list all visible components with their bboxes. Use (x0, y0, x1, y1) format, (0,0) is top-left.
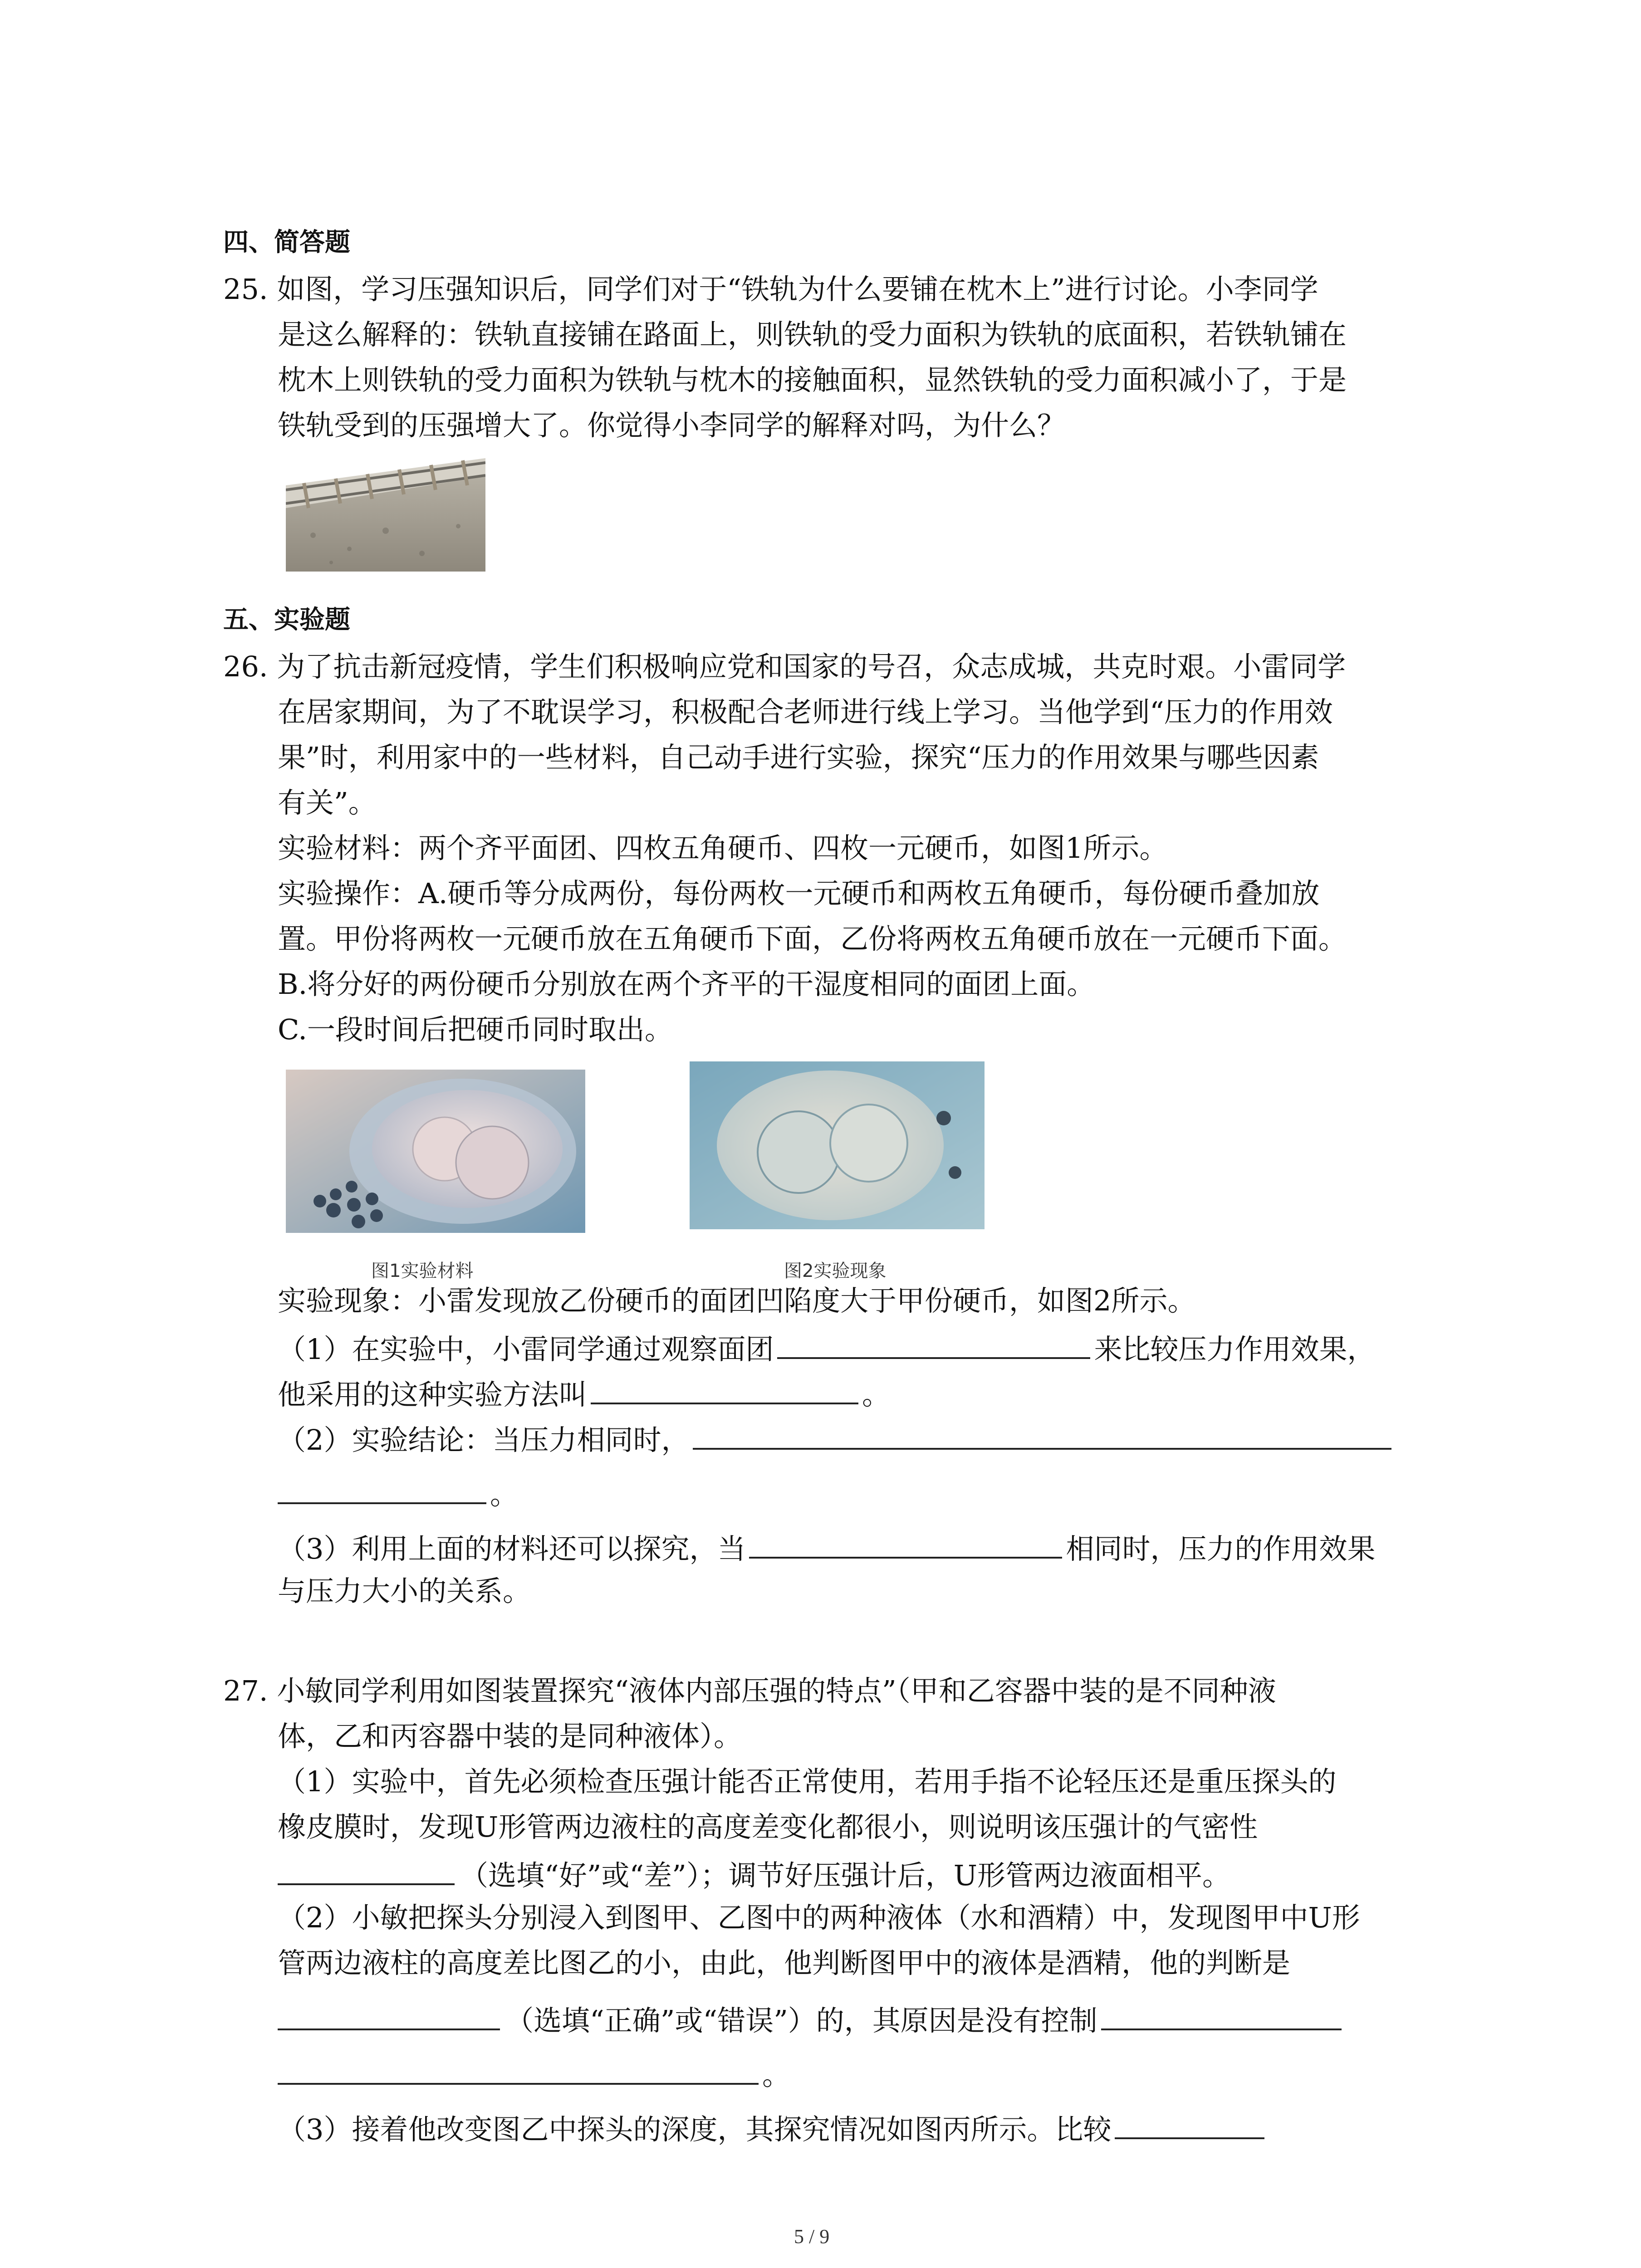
q27-line-1: 27. 小敏同学利用如图装置探究“液体内部压强的特点”（甲和乙容器中装的是不同种液 (223, 1674, 1276, 1707)
q27-part1-line3 (278, 1854, 1230, 1894)
q27-part3-line1 (278, 2108, 1264, 2148)
q27-blank-airtightness[interactable] (278, 1854, 455, 1885)
q27-part3-text: （3）接着他改变图乙中探头的深度，其探究情况如图丙所示。比较 (278, 2113, 1112, 2146)
q26-line-4: 有关”。 (278, 786, 377, 819)
q26-part2-text-b: 。 (490, 1478, 519, 1511)
q26-line-1: 26. 为了抗击新冠疫情，学生们积极响应党和国家的号召，众志成城，共克时艰。小雷同学 (223, 650, 1346, 683)
q26-blank-observation[interactable] (777, 1328, 1090, 1359)
q26-part3-text-a: （3）利用上面的材料还可以探究，当 (278, 1532, 746, 1565)
q25-line-2: 是这么解释的：铁轨直接铺在路面上，则铁轨的受力面积为铁轨的底面积，若铁轨铺在 (278, 318, 1347, 351)
q26-part1-line2 (278, 1374, 890, 1413)
q27-part1-tail: （选填“好”或“差”）；调节好压强计后，U形管两边液面相平。 (460, 1859, 1231, 1892)
q26-operation-2: 置。甲份将两枚一元硬币放在五角硬币下面，乙份将两枚五角硬币放在一元硬币下面。 (278, 922, 1347, 955)
q26-line-2: 在居家期间，为了不耽误学习，积极配合老师进行线上学习。当他学到“压力的作用效 (278, 695, 1333, 728)
q27-part2-tail: （选填“正确”或“错误”）的，其原因是没有控制 (505, 2004, 1097, 2037)
q25-line-4: 铁轨受到的压强增大了。你觉得小李同学的解释对吗，为什么？ (278, 409, 1066, 442)
page-number: 5 / 9 (794, 2225, 830, 2248)
figure-1-materials (286, 1070, 585, 1233)
q27-blank-compare[interactable] (1115, 2108, 1264, 2139)
q27-part1-line1: （1）实验中，首先必须检查压强计能否正常使用，若用手指不论轻压还是重压探头的 (278, 1765, 1337, 1798)
q26-part2-line2 (278, 1473, 518, 1513)
q26-operation-3: B.将分好的两份硬币分别放在两个齐平的干湿度相同的面团上面。 (278, 968, 1095, 1001)
q26-blank-conclusion-cont[interactable] (278, 1473, 486, 1504)
q26-part1-text-b: 来比较压力作用效果， (1094, 1333, 1376, 1366)
q27-part2-line3 (278, 1999, 1342, 2039)
q26-operation-1: 实验操作：A.硬币等分成两份，每份两枚一元硬币和两枚五角硬币，每份硬币叠加放 (278, 877, 1320, 910)
q26-blank-method[interactable] (591, 1374, 858, 1404)
q27-blank-judgement[interactable] (278, 1999, 500, 2030)
q27-part1-line2: 橡皮膜时，发现U形管两边液柱的高度差变化都很小，则说明该压强计的气密性 (278, 1810, 1258, 1843)
figure-1-caption: 图1实验材料 (371, 1261, 474, 1281)
q26-part3-line1 (278, 1528, 1375, 1567)
q26-blank-conclusion[interactable] (693, 1419, 1391, 1450)
q27-part2-line1: （2）小敏把探头分别浸入到图甲、乙图中的两种液体（水和酒精）中，发现图甲中U形 (278, 1901, 1360, 1934)
section-title-short-answer: 四、简答题 (223, 228, 350, 257)
figure-2-phenomenon (690, 1061, 985, 1229)
q26-part1-text-a: （1）在实验中，小雷同学通过观察面团 (278, 1333, 774, 1366)
q27-part2-line2: 管两边液柱的高度差比图乙的小，由此，他判断图甲中的液体是酒精，他的判断是 (278, 1946, 1291, 1980)
q26-part1-line1 (278, 1328, 1375, 1368)
q26-part1-text-d: 。 (862, 1378, 891, 1411)
section-title-experiment: 五、实验题 (223, 605, 350, 635)
q26-part3-line2: 与压力大小的关系。 (278, 1574, 531, 1608)
railway-track-image (286, 458, 485, 572)
q26-phenomenon: 实验现象：小雷发现放乙份硬币的面团凹陷度大于甲份硬币，如图2所示。 (278, 1284, 1196, 1317)
q25-line-1: 25. 如图，学习压强知识后，同学们对于“铁轨为什么要铺在枕木上”进行讨论。小李同学 (223, 273, 1318, 306)
q26-line-3: 果”时，利用家中的一些材料，自己动手进行实验，探究“压力的作用效果与哪些因素 (278, 741, 1319, 774)
q26-materials: 实验材料：两个齐平面团、四枚五角硬币、四枚一元硬币，如图1所示。 (278, 831, 1168, 865)
q27-line-2: 体，乙和丙容器中装的是同种液体）。 (278, 1720, 742, 1753)
q27-blank-control-cont[interactable] (278, 2054, 759, 2085)
figure-2-caption: 图2实验现象 (784, 1261, 887, 1281)
q27-part2-end: 。 (762, 2058, 791, 2092)
q26-part1-text-c: 他采用的这种实验方法叫 (278, 1378, 588, 1411)
q26-blank-variable[interactable] (749, 1528, 1062, 1559)
q27-part2-line4 (278, 2054, 790, 2093)
q25-line-3: 枕木上则铁轨的受力面积为铁轨与枕木的接触面积，显然铁轨的受力面积减小了，于是 (278, 363, 1347, 396)
q26-part2-text-a: （2）实验结论：当压力相同时， (278, 1423, 690, 1457)
q26-part2-line1 (278, 1419, 1391, 1458)
q26-operation-4: C.一段时间后把硬币同时取出。 (278, 1013, 673, 1046)
q27-blank-control[interactable] (1101, 1999, 1342, 2030)
q26-part3-text-b: 相同时，压力的作用效果 (1066, 1532, 1376, 1565)
